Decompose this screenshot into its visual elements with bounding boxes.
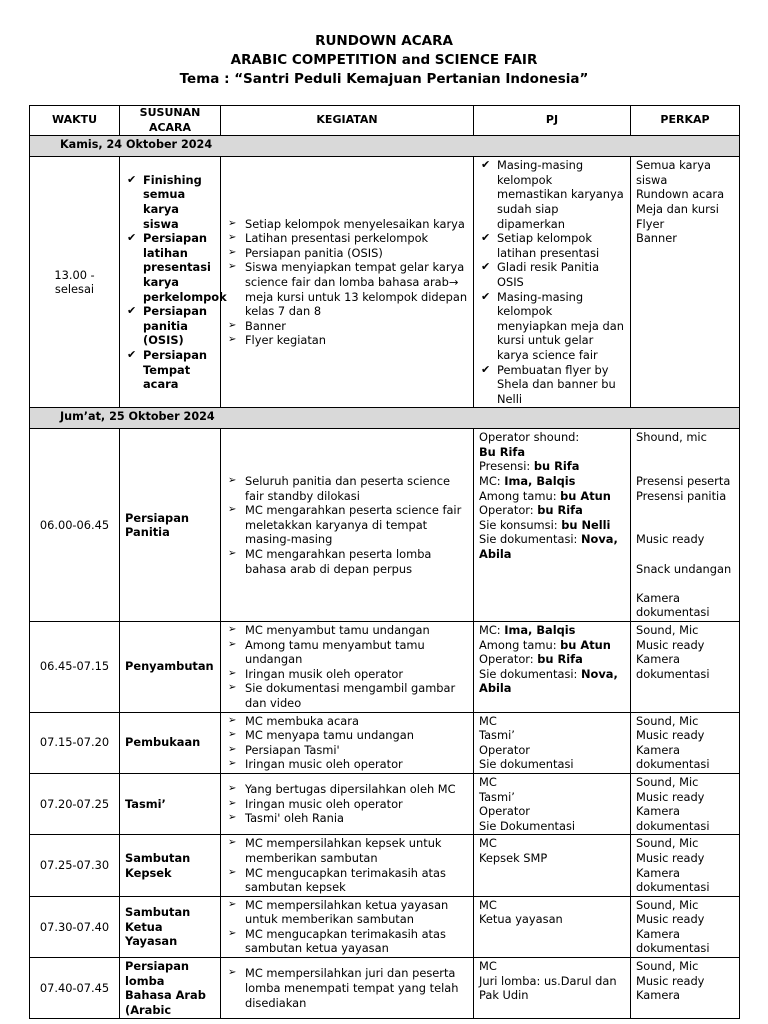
list-item: ✔ Masing-masing kelompok memastikan karyanya sudah siap dipamerkan	[479, 158, 625, 231]
perkap-item: Music ready	[636, 789, 705, 804]
perkap-item: Kamera dokumentasi	[636, 804, 710, 833]
list-item: ✔ Gladi resik Panitia OSIS	[479, 260, 625, 289]
list-item: ➢ Sie dokumentasi mengambil gambar dan video	[226, 681, 468, 710]
pj-line	[479, 912, 625, 927]
pj-line	[479, 728, 625, 743]
list-item: ➢ Iringan music oleh operator	[226, 797, 468, 812]
pj-line	[479, 836, 625, 851]
table-header-row	[30, 106, 740, 136]
list-item: ➢ MC mempersilahkan juri dan peserta lomba menempati tempat yang telah disediakan	[226, 966, 468, 1010]
table-row	[30, 712, 740, 773]
perkap-item: Music ready	[636, 728, 705, 743]
table-row	[30, 622, 740, 713]
list-item: ➢ Tasmi' oleh Rania	[226, 811, 468, 826]
pj-name: bu Rifa	[537, 503, 583, 518]
pj-name: bu Rifa	[537, 652, 583, 667]
pj-line	[479, 532, 625, 561]
list-item: ➢ Among tamu menyambut tamu undangan	[226, 638, 468, 667]
table-row	[30, 896, 740, 957]
perkap-item: Music ready	[636, 850, 705, 865]
cell-waktu: 06.45-07.15	[30, 622, 120, 713]
cell-waktu: 13.00 - selesai	[30, 157, 120, 408]
cell-perkap	[631, 622, 740, 713]
pj-label: Presensi:	[479, 459, 534, 474]
pj-label: MC:	[479, 623, 505, 637]
cell-susunan: Tasmi’	[120, 773, 221, 834]
list-item: ➢ MC mengucapkan terimakasih atas sambutan ketua yayasan	[226, 927, 468, 956]
pj-label: Sie Dokumentasi	[479, 818, 576, 833]
cell-perkap	[631, 896, 740, 957]
cell-pj	[474, 773, 631, 834]
col-header-perkap: PERKAP	[631, 106, 740, 136]
pj-checklist	[479, 158, 625, 406]
pj-name: Bu Rifa	[479, 444, 526, 459]
perkap-item: Kamera dokumentasi	[636, 590, 710, 620]
pj-line	[479, 667, 625, 696]
list-item: ➢ Iringan music oleh operator	[226, 757, 468, 772]
pj-label: MC	[479, 713, 497, 728]
perkap-item: Music ready	[636, 912, 705, 927]
cell-waktu: 07.30-07.40	[30, 896, 120, 957]
cell-kegiatan	[221, 157, 474, 408]
kegiatan-list	[226, 966, 468, 1010]
pj-label: MC	[479, 959, 497, 974]
list-item: ✔ Setiap kelompok latihan presentasi	[479, 231, 625, 260]
rundown-table	[29, 105, 740, 1019]
date-row	[30, 408, 740, 429]
pj-line	[479, 757, 625, 772]
list-item: ➢ MC menyapa tamu undangan	[226, 728, 468, 743]
header-event-name: ARABIC COMPETITION and SCIENCE FAIR	[230, 52, 538, 68]
col-header-waktu: WAKTU	[30, 106, 120, 136]
perkap-item: Music ready	[636, 637, 705, 652]
list-item: ➢ Banner	[226, 319, 468, 334]
cell-susunan: Sambutan Ketua Yayasan	[120, 896, 221, 957]
pj-line	[479, 623, 625, 638]
perkap-item: Meja dan kursi	[636, 201, 719, 216]
pj-line	[479, 652, 625, 667]
cell-kegiatan	[221, 896, 474, 957]
header-title: RUNDOWN ACARA	[315, 33, 453, 49]
pj-line	[479, 638, 625, 653]
list-item: ➢ MC menyambut tamu undangan	[226, 623, 468, 638]
table-row	[30, 958, 740, 1019]
cell-susunan: Persiapan Panitia	[120, 429, 221, 622]
table-row	[30, 429, 740, 622]
list-item: ✔ Masing-masing kelompok menyiapkan meja dan kursi untuk gelar karya science fair	[479, 290, 625, 363]
pj-label: MC:	[479, 474, 505, 489]
list-item: ➢ MC mempersilahkan ketua yayasan untuk memberikan sambutan	[226, 898, 468, 927]
pj-label: MC	[479, 774, 497, 789]
pj-line	[479, 959, 625, 974]
table-row	[30, 773, 740, 834]
pj-line	[479, 804, 625, 819]
pj-line	[479, 790, 625, 805]
list-item: ➢ MC mengarahkan peserta lomba bahasa arab di depan perpus	[226, 547, 468, 576]
pj-label: MC	[479, 836, 497, 851]
spacer	[636, 459, 734, 474]
pj-label: MC	[479, 897, 497, 912]
table-row	[30, 157, 740, 408]
cell-susunan: Sambutan Kepsek	[120, 835, 221, 896]
perkap-item: Shound, mic	[636, 430, 707, 445]
cell-perkap	[631, 157, 740, 408]
pj-label: Sie dokumentasi:	[479, 666, 582, 681]
kegiatan-list	[226, 782, 468, 826]
pj-name: Nova, Abila	[479, 666, 618, 696]
cell-kegiatan	[221, 773, 474, 834]
perkap-item: Kamera	[636, 988, 681, 1003]
cell-waktu: 07.15-07.20	[30, 712, 120, 773]
date-label: Jum’at, 25 Oktober 2024	[30, 408, 740, 429]
pj-label: Operator:	[479, 503, 538, 518]
cell-perkap	[631, 773, 740, 834]
perkap-item: Kamera dokumentasi	[636, 652, 710, 681]
perkap-item: Kamera dokumentasi	[636, 742, 710, 772]
list-item: ➢ Yang bertugas dipersilahkan oleh MC	[226, 782, 468, 797]
list-item: ➢ Setiap kelompok menyelesaikan karya	[226, 217, 468, 232]
perkap-item: Kamera dokumentasi	[636, 926, 710, 956]
pj-line	[479, 714, 625, 729]
list-item: ➢ MC mengarahkan peserta science fair meletakkan karyanya di tempat masing-masing	[226, 503, 468, 547]
pj-label: Operator shound:	[479, 430, 580, 445]
cell-pj	[474, 896, 631, 957]
pj-label: Operator:	[479, 652, 538, 667]
pj-name: bu Rifa	[533, 459, 580, 474]
pj-line	[479, 445, 625, 460]
list-item: ➢ MC mempersilahkan kepsek untuk memberikan sambutan	[226, 836, 468, 865]
perkap-item: Sound, Mic	[636, 897, 699, 912]
cell-pj	[474, 622, 631, 713]
pj-label: Operator	[479, 804, 530, 819]
pj-label: Tasmi’	[479, 728, 515, 743]
cell-pj	[474, 712, 631, 773]
list-item: ➢ Persiapan Tasmi'	[226, 743, 468, 758]
pj-label: Tasmi’	[479, 789, 515, 804]
pj-line	[479, 819, 625, 834]
perkap-item: Sound, Mic	[636, 959, 699, 974]
perkap-item: Banner	[636, 231, 677, 246]
perkap-item: Flyer	[636, 216, 665, 231]
pj-name: Ima, Balqis	[504, 474, 576, 489]
spacer	[636, 547, 734, 562]
pj-name: bu Nelli	[561, 517, 611, 532]
pj-label: Ketua yayasan	[479, 912, 563, 927]
cell-perkap	[631, 712, 740, 773]
cell-pj	[474, 429, 631, 622]
col-header-pj: PJ	[474, 106, 631, 136]
list-item: ➢ Latihan presentasi perkelompok	[226, 231, 468, 246]
pj-line	[479, 775, 625, 790]
col-header-susunan: SUSUNAN ACARA	[120, 106, 221, 136]
cell-susunan: Persiapan lomba Bahasa Arab (Arabic	[120, 958, 221, 1019]
spacer	[636, 518, 734, 533]
pj-line	[479, 851, 625, 866]
perkap-item: Music ready	[636, 973, 705, 988]
perkap-item: Music ready	[636, 532, 705, 547]
spacer	[636, 445, 734, 460]
pj-line	[479, 503, 625, 518]
susunan-checklist	[125, 172, 227, 392]
cell-pj	[474, 157, 631, 408]
list-item: ➢ Siswa menyiapkan tempat gelar karya science fair dan lomba bahasa arab→ meja kursi untuk 13 kelompok didepan kelas 7 dan 8	[226, 260, 468, 318]
list-item: ➢ Persiapan panitia (OSIS)	[226, 246, 468, 261]
kegiatan-list	[226, 898, 468, 956]
list-item: ✔ Persiapan latihan presentasi karya perkelompok	[125, 231, 215, 304]
kegiatan-list	[226, 217, 468, 348]
list-item: ➢ Flyer kegiatan	[226, 333, 468, 348]
cell-perkap	[631, 835, 740, 896]
kegiatan-list	[226, 714, 468, 772]
list-item: ➢ Seluruh panitia dan peserta science fair standby dilokasi	[226, 474, 468, 503]
pj-line	[479, 743, 625, 758]
list-item: ➢ Iringan musik oleh operator	[226, 667, 468, 682]
cell-waktu: 07.20-07.25	[30, 773, 120, 834]
cell-kegiatan	[221, 835, 474, 896]
cell-susunan	[120, 157, 227, 408]
spacer	[636, 503, 734, 518]
cell-waktu: 06.00-06.45	[30, 429, 120, 622]
pj-line	[479, 474, 625, 489]
pj-line	[479, 489, 625, 504]
date-label: Kamis, 24 Oktober 2024	[30, 136, 740, 157]
cell-susunan: Penyambutan	[120, 622, 221, 713]
kegiatan-list	[226, 474, 468, 576]
list-item: ✔ Persiapan Tempat acara	[125, 348, 215, 392]
pj-label: Among tamu:	[479, 637, 561, 652]
perkap-item: Sound, Mic	[636, 774, 699, 789]
pj-label: Sie dokumentasi:	[479, 532, 582, 547]
col-header-kegiatan: KEGIATAN	[221, 106, 474, 136]
cell-pj	[474, 835, 631, 896]
pj-label: Sie konsumsi:	[479, 517, 562, 532]
kegiatan-list	[226, 836, 468, 894]
pj-label: Sie dokumentasi	[479, 757, 574, 772]
list-item: ✔ Pembuatan flyer by Shela dan banner bu Nelli	[479, 363, 625, 407]
pj-label: Among tamu:	[479, 488, 561, 503]
cell-kegiatan	[221, 429, 474, 622]
perkap-item: Sound, Mic	[636, 713, 699, 728]
spacer	[636, 576, 734, 591]
cell-kegiatan	[221, 712, 474, 773]
pj-name: bu Atun	[560, 488, 611, 503]
pj-name: Ima, Balqis	[504, 623, 576, 637]
cell-waktu: 07.40-07.45	[30, 958, 120, 1019]
kegiatan-list	[226, 623, 468, 711]
cell-perkap	[631, 429, 740, 622]
perkap-item: Semua karya siswa	[636, 158, 711, 187]
perkap-item: Snack undangan	[636, 561, 732, 576]
pj-line	[479, 898, 625, 913]
cell-perkap	[631, 958, 740, 1019]
cell-pj	[474, 958, 631, 1019]
cell-kegiatan	[221, 622, 474, 713]
table-row	[30, 835, 740, 896]
document-header	[0, 32, 768, 89]
pj-name: Nova, Abila	[479, 532, 618, 562]
perkap-item: Sound, Mic	[636, 623, 699, 637]
pj-line	[479, 459, 625, 474]
pj-label: Operator	[479, 742, 530, 757]
list-item: ➢ MC mengucapkan terimakasih atas sambutan kepsek	[226, 866, 468, 895]
cell-susunan: Pembukaan	[120, 712, 221, 773]
list-item: ➢ MC membuka acara	[226, 714, 468, 729]
pj-line	[479, 518, 625, 533]
list-item: ✔ Finishing semua karya siswa	[125, 173, 215, 231]
perkap-item: Presensi peserta	[636, 474, 731, 489]
pj-label: Kepsek SMP	[479, 850, 548, 865]
perkap-item: Sound, Mic	[636, 836, 699, 851]
header-theme: Tema : “Santri Peduli Kemajuan Pertanian Indonesia”	[179, 71, 589, 87]
perkap-item: Kamera dokumentasi	[636, 865, 710, 895]
pj-name: bu Atun	[560, 637, 611, 652]
pj-label: Juri lomba: us.Darul dan Pak Udin	[479, 973, 617, 1003]
pj-line	[479, 430, 625, 445]
pj-line	[479, 974, 625, 1003]
cell-waktu: 07.25-07.30	[30, 835, 120, 896]
perkap-item: Rundown acara	[636, 187, 725, 202]
date-row	[30, 136, 740, 157]
list-item: ✔ Persiapan panitia (OSIS)	[125, 304, 215, 348]
cell-kegiatan	[221, 958, 474, 1019]
perkap-item: Presensi panitia	[636, 488, 727, 503]
